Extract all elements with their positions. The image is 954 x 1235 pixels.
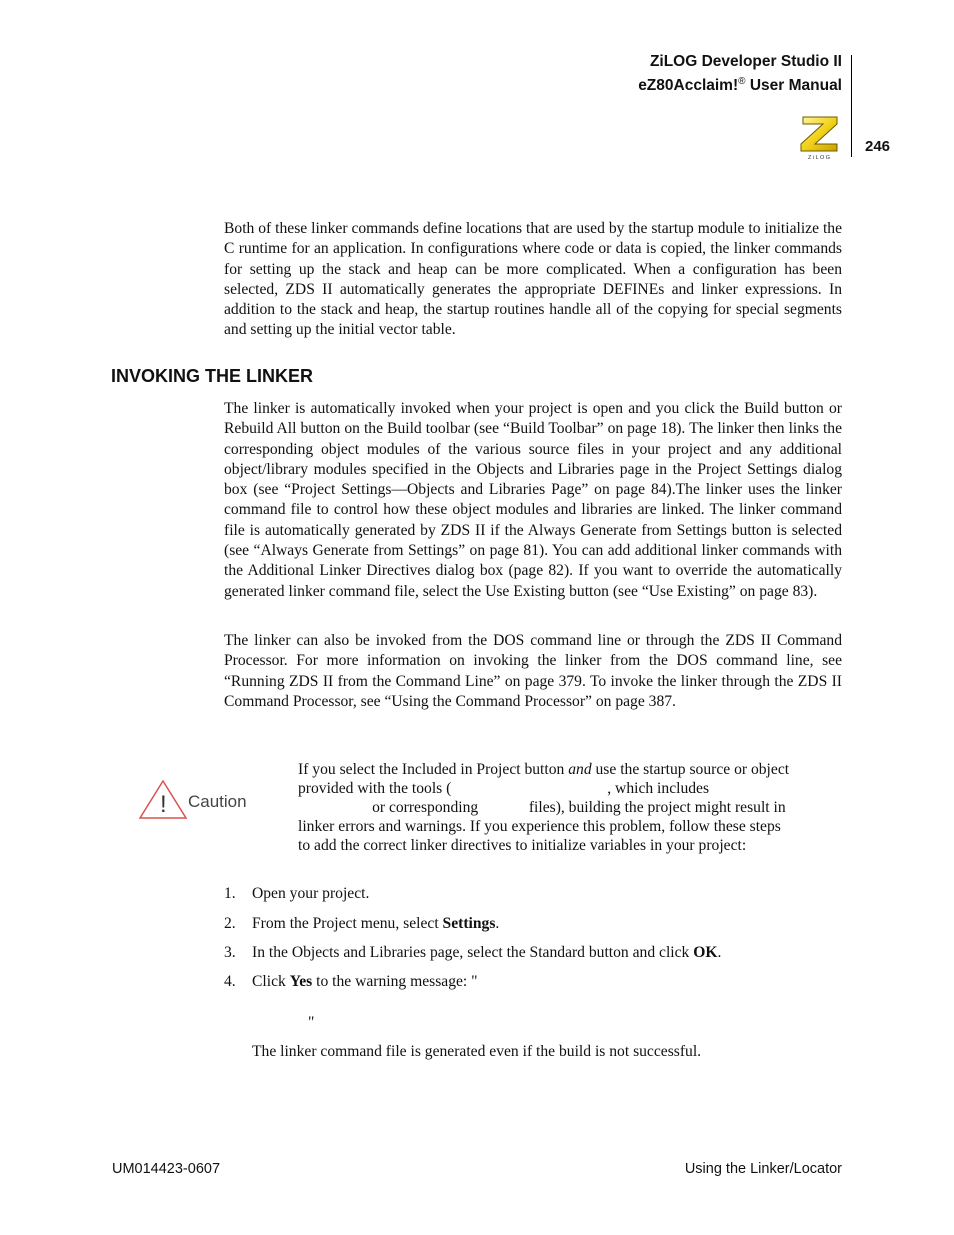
header-product-name: eZ80Acclaim! bbox=[638, 77, 739, 95]
caution-text bbox=[298, 760, 838, 855]
section-paragraph-1: The linker is automatically invoked when your project is open and you click the Build button or Rebuild All button on the Build toolbar (see “Build Toolbar” on page 18). The linker then links the corresponding object modules of the various source files in your project and any additional object/library modules specified in the Objects and Libraries page in the Project Settings dialog box (see “Project Settings—Objects and Libraries Page” on page 84).The linker uses the linker command file to control how these object modules and libraries are linked. The linker command file is automatically generated by ZDS II if the Always Generate from Settings button is selected (see “Always Generate from Settings” on page 81). You can add additional linker commands with the Additional Linker Directives dialog box (page 82). If you want to override the automatically generated linker command file, select the Use Existing button (see “Use Existing” on page 83). bbox=[224, 400, 842, 600]
step-4: 4. Click Yes to the warning message: " bbox=[224, 973, 478, 990]
header-divider bbox=[851, 55, 852, 157]
section-paragraph-2: The linker can also be invoked from the DOS command line or through the ZDS II Command Processor. For more information on invoking the linker from the DOS command line, see “Running ZDS II from the Command Line” on page 379. To invoke the linker through the ZDS II Command Processor, see “Using the Command Processor” on page 387. bbox=[224, 632, 842, 710]
ok-term: OK bbox=[693, 944, 718, 961]
caution-label: Caution bbox=[188, 792, 247, 811]
logo-caption: Z i L O G bbox=[807, 155, 831, 161]
settings-term: Settings bbox=[442, 915, 496, 932]
step-2: 2. From the Project menu, select Settings. bbox=[224, 915, 500, 932]
intro-paragraph: Both of these linker commands define locations that are used by the startup module to initialize the C runtime for an application. In configurations where code or data is copied, the linker commands for setting up the stack and heap can be more complicated. When a configuration has been selected, ZDS II automatically generates the appropriate DEFINEs and linker expressions. In addition to the stack and heap, the startup routines handle all of the copying for special segments and setting up the initial vector table. bbox=[224, 220, 842, 339]
section-heading: INVOKING THE LINKER bbox=[111, 366, 314, 386]
caution-line-1: If you select the Included in Project button and use the startup source or object bbox=[298, 761, 790, 778]
caution-line-4: linker errors and warnings. If you experience this problem, follow these steps bbox=[298, 818, 781, 835]
zilog-logo-icon bbox=[795, 113, 843, 161]
caution-emphasis: and bbox=[568, 761, 592, 778]
footer-document-id: UM014423-0607 bbox=[112, 1161, 221, 1177]
caution-icon bbox=[138, 779, 258, 821]
header-line-1: ZiLOG Developer Studio II bbox=[649, 53, 842, 70]
step-3: 3. In the Objects and Libraries page, select the Standard button and click OK. bbox=[224, 944, 722, 961]
step-1: 1. Open your project. bbox=[224, 885, 370, 902]
yes-term: Yes bbox=[289, 973, 313, 990]
caution-line-2: provided with the tools ( , which includes bbox=[298, 780, 710, 797]
registered-mark: ® bbox=[738, 76, 746, 87]
header-manual-suffix: User Manual bbox=[745, 77, 842, 95]
caution-line-5: to add the correct linker directives to initialize variables in your project: bbox=[298, 837, 747, 854]
caution-line-3: or corresponding files), building the project might result in bbox=[298, 799, 786, 816]
step-note: The linker command file is generated even if the build is not successful. bbox=[252, 1043, 702, 1060]
svg-text:!: ! bbox=[160, 791, 167, 818]
document-header-title bbox=[638, 52, 842, 96]
page-number: 246 bbox=[865, 138, 891, 155]
header-line-2 bbox=[638, 72, 842, 96]
closing-quote: " bbox=[308, 1014, 315, 1031]
footer-chapter-title: Using the Linker/Locator bbox=[684, 1161, 842, 1177]
